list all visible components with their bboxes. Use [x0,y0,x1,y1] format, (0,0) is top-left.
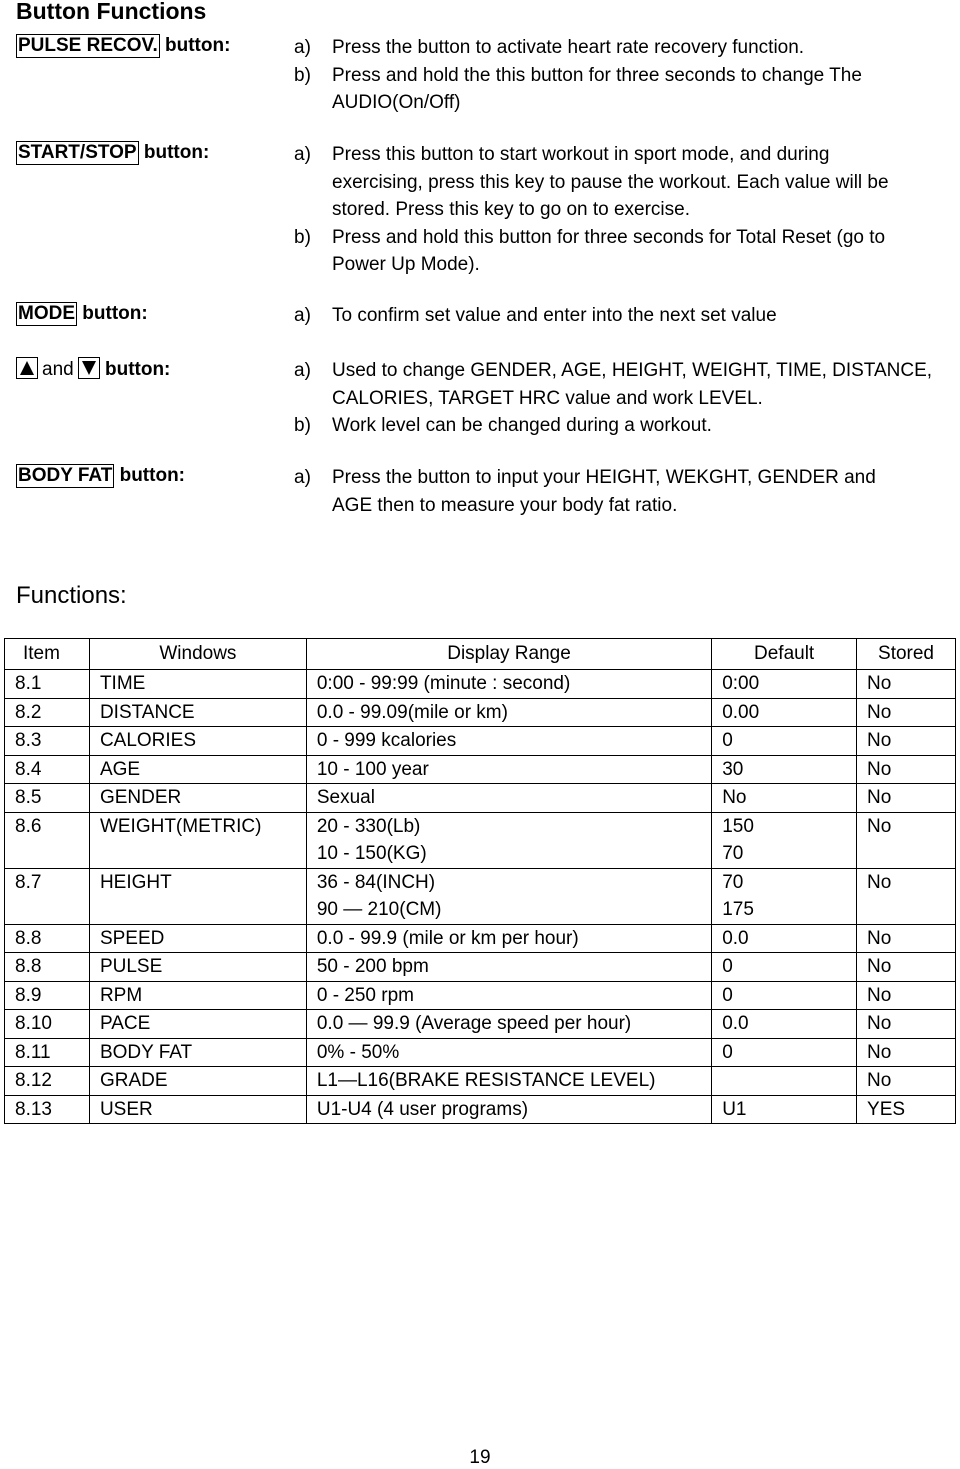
description-line [294,412,946,440]
cell-window: TIME [89,670,306,699]
cell-line: 10 - 100 year [316,758,429,780]
cell-window: HEIGHT [89,868,306,924]
cell-stored: No [857,981,956,1010]
description-text: Used to change GENDER, AGE, HEIGHT, WEIGHT, TIME, DISTANCE, [332,360,933,381]
cell-line: 70 [722,843,744,864]
cell-display-range [306,1067,711,1096]
cell-item: 8.5 [5,784,90,813]
cell-line [722,1067,846,1095]
button-suffix: button: [114,465,185,486]
cell-line: U1-U4 (4 user programs) [316,1098,529,1120]
cell-stored: No [857,784,956,813]
list-marker: a) [294,305,311,326]
cell-line: 20 - 330(Lb) [316,815,421,837]
table-row [5,727,956,756]
cell-default [712,755,857,784]
table-row [5,1067,956,1096]
cell-default [712,924,857,953]
description-text: CALORIES, TARGET HRC value and work LEVEL. [332,387,763,409]
cell-stored: No [857,924,956,953]
cell-line: 0.0 - 99.09(mile or km) [316,701,508,723]
cell-window: DISTANCE [89,698,306,727]
table-row [5,1095,956,1124]
cell-default [712,1095,857,1124]
cell-stored: No [857,953,956,982]
description-line [294,141,946,169]
cell-line: 0:00 [722,673,760,694]
triangle-down-icon [78,357,100,379]
page-title: Button Functions [16,0,207,24]
button-suffix: button: [77,303,148,324]
cell-window: GRADE [89,1067,306,1096]
cell-item: 8.12 [5,1067,90,1096]
cell-default [712,784,857,813]
cell-stored: No [857,755,956,784]
description-text: Press and hold this button for three seconds for Total Reset (go to [332,226,886,248]
description-text: Press this button to start workout in sport mode, and during [332,144,830,165]
cell-stored: No [857,698,956,727]
cell-display-range [306,755,711,784]
cell-item: 8.6 [5,812,90,868]
button-description [294,357,946,440]
description-line [294,251,946,279]
list-marker: b) [294,226,311,248]
button-description [294,464,946,519]
cell-stored: No [857,1038,956,1067]
cell-default [712,1010,857,1039]
button-description [294,34,946,117]
cell-window: PACE [89,1010,306,1039]
table-row [5,1010,956,1039]
triangle-up-icon [16,357,38,379]
cell-line: L1—L16(BRAKE RESISTANCE LEVEL) [316,1070,656,1091]
cell-stored: YES [857,1095,956,1124]
cell-line: 50 - 200 bpm [316,956,429,977]
button-label [16,34,230,58]
cell-window: RPM [89,981,306,1010]
cell-window: USER [89,1095,306,1124]
cell-line: 70 [722,871,744,893]
cell-item: 8.7 [5,868,90,924]
and-text: and [42,359,74,380]
cell-item: 8.8 [5,953,90,982]
cell-display-range [306,1038,711,1067]
table-row [5,670,956,699]
cell-item: 8.13 [5,1095,90,1124]
cell-display-range [306,868,711,924]
description-text: Power Up Mode). [332,254,480,275]
description-text: Press the button to input your HEIGHT, WEKGHT, GENDER and [332,467,876,488]
cell-default [712,981,857,1010]
header-stored: Stored [857,639,956,670]
description-line [294,169,946,197]
cell-window: WEIGHT(METRIC) [89,812,306,868]
cell-line: 0 - 250 rpm [316,984,414,1006]
cell-item: 8.4 [5,755,90,784]
cell-item: 8.8 [5,924,90,953]
button-description [294,141,946,279]
cell-line: 90 — 210(CM) [316,899,442,920]
cell-line: 0.0 [722,1013,749,1034]
cell-default [712,727,857,756]
cell-display-range [306,981,711,1010]
cell-stored: No [857,670,956,699]
cell-display-range [306,698,711,727]
cell-line: 0 [722,1041,733,1063]
cell-default [712,1067,857,1096]
cell-line: 0% - 50% [316,1041,400,1063]
cell-item: 8.2 [5,698,90,727]
cell-line: 0:00 - 99:99 (minute : second) [316,673,571,694]
cell-line: 36 - 84(INCH) [316,871,436,893]
cell-default [712,868,857,924]
header-windows: Windows [89,639,306,670]
description-line [294,492,946,520]
description-line [294,34,946,62]
cell-window: SPEED [89,924,306,953]
cell-line: No [722,787,747,808]
description-text: exercising, press this key to pause the workout. Each value will be [332,171,889,193]
cell-line: 150 [722,815,754,837]
cell-line: 0 [722,730,733,751]
cell-window: BODY FAT [89,1038,306,1067]
cell-default [712,1038,857,1067]
cell-display-range [306,1010,711,1039]
cell-display-range [306,1095,711,1124]
cell-item: 8.11 [5,1038,90,1067]
cell-display-range [306,924,711,953]
cell-line: 175 [722,899,754,920]
functions-title: Functions: [16,582,127,609]
functions-table [4,638,956,1124]
header-item: Item [5,639,90,670]
cell-line: 0.00 [722,701,760,723]
description-line [294,385,946,413]
cell-window: PULSE [89,953,306,982]
button-label [16,357,170,381]
description-text: To confirm set value and enter into the next set value [332,305,777,326]
cell-display-range [306,812,711,868]
table-row [5,924,956,953]
list-marker: a) [294,467,311,488]
table-row [5,755,956,784]
description-text: stored. Press this key to go on to exercise. [332,199,691,220]
pulse-recov-key: PULSE RECOV. [18,35,158,56]
list-marker: b) [294,64,311,86]
cell-line: U1 [722,1098,747,1120]
button-label [16,141,209,165]
header-default: Default [712,639,857,670]
cell-item: 8.1 [5,670,90,699]
cell-stored: No [857,868,956,924]
cell-line: 0 [722,984,733,1006]
list-marker: b) [294,415,311,436]
cell-item: 8.10 [5,1010,90,1039]
cell-stored: No [857,1010,956,1039]
description-line [294,89,946,117]
table-row [5,784,956,813]
cell-default [712,953,857,982]
description-text: Press the button to activate heart rate recovery function. [332,37,805,58]
cell-window: GENDER [89,784,306,813]
cell-stored: No [857,727,956,756]
button-label [16,464,185,488]
list-marker: a) [294,144,311,165]
cell-stored: No [857,1067,956,1096]
cell-item: 8.3 [5,727,90,756]
description-line [294,357,946,385]
cell-line: 0 - 999 kcalories [316,730,457,751]
list-marker: a) [294,360,311,381]
description-text: Work level can be changed during a workout. [332,415,712,436]
cell-line: 10 - 150(KG) [316,843,427,864]
cell-display-range [306,953,711,982]
cell-window: AGE [89,755,306,784]
header-display-range: Display Range [306,639,711,670]
button-suffix: button: [138,142,210,163]
body-fat-key: BODY FAT [18,465,113,486]
description-text: Press and hold the this button for three seconds to change The [332,64,862,86]
page-number: 19 [469,1447,491,1468]
table-row [5,812,956,868]
button-suffix: button: [159,35,231,56]
cell-line: Sexual [316,787,375,808]
table-header-row [5,639,956,670]
cell-window: CALORIES [89,727,306,756]
cell-default [712,812,857,868]
cell-display-range [306,670,711,699]
mode-key: MODE [18,303,75,324]
list-marker: a) [294,37,311,58]
table-row [5,953,956,982]
cell-item: 8.9 [5,981,90,1010]
button-suffix: button: [99,359,171,380]
cell-line: 0.0 [722,927,749,949]
cell-default [712,698,857,727]
table-body [5,670,956,1124]
table-row [5,981,956,1010]
description-line [294,196,946,224]
description-line [294,224,946,252]
description-text: AUDIO(On/Off) [332,92,461,113]
cell-line: 0.0 — 99.9 (Average speed per hour) [316,1013,632,1034]
table-row [5,698,956,727]
cell-line: 0.0 - 99.9 (mile or km per hour) [316,927,579,949]
cell-default [712,670,857,699]
button-label [16,302,148,326]
table-row [5,1038,956,1067]
cell-stored: No [857,812,956,868]
cell-line: 30 [722,758,744,780]
table-row [5,868,956,924]
description-line [294,464,946,492]
start-stop-key: START/STOP [18,142,137,163]
cell-display-range [306,784,711,813]
button-description [294,302,946,330]
cell-line: 0 [722,956,733,977]
description-line [294,62,946,90]
cell-display-range [306,727,711,756]
description-text: AGE then to measure your body fat ratio. [332,494,678,516]
description-line [294,302,946,330]
